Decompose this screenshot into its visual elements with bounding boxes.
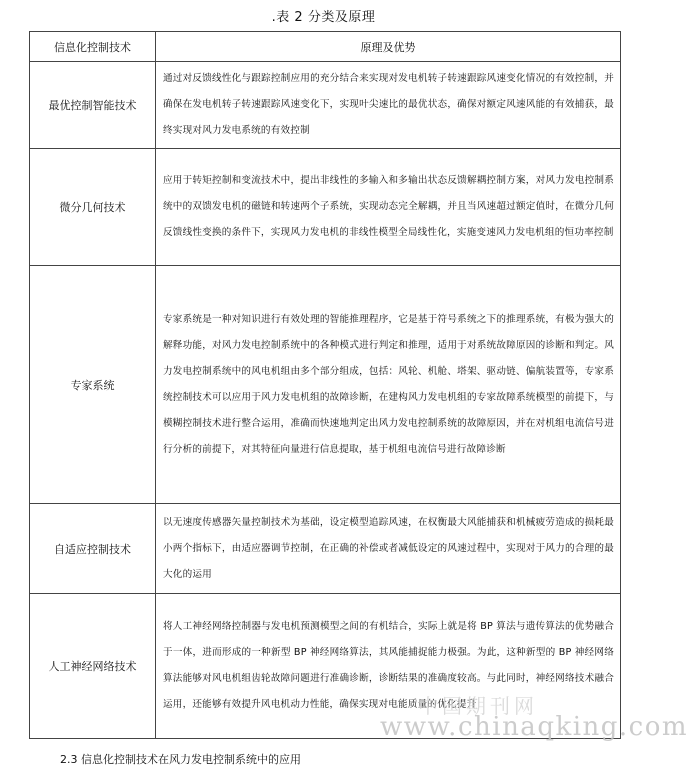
- tech-description: 通过对反馈线性化与跟踪控制应用的充分结合来实现对发电机转子转速跟踪风速变化情况的有效控制，并确保在发电机转子转速跟踪风速变化下，实现叶尖速比的最优状态，确保对额定风速风能的有效捕获，最终实现对风力发电系统的有效控制: [156, 62, 621, 149]
- tech-name: 人工神经网络技术: [30, 594, 156, 739]
- classification-table: [29, 31, 621, 739]
- table-row: [30, 266, 621, 504]
- tech-description: 将人工神经网络控制器与发电机预测模型之间的有机结合，实际上就是将 BP 算法与遗传算法的优势融合于一体，进而形成的一种新型 BP 神经网络算法，其风能捕捉能力极强。为此，这种新型的 BP 神经网络算法能够对风电机组齿轮故障问题进行准确诊断，诊断结果的准确度较高。与此同时，神经网络技术融合运用，还能够有效提升风电机动力性能，确保实现对电能质量的优化提升: [156, 594, 621, 739]
- tech-name: 微分几何技术: [30, 149, 156, 266]
- tech-description: 以无速度传感器矢量控制技术为基础，设定模型追踪风速，在权衡最大风能捕获和机械疲劳造成的损耗最小两个指标下，由适应器调节控制，在正确的补偿或者减低设定的风速过程中，实现对于风力的合理的最大化的运用: [156, 504, 621, 594]
- table-row: [30, 504, 621, 594]
- watermark-site-name: 中国期刊网: [418, 694, 538, 718]
- header-principle: 原理及优势: [156, 32, 621, 62]
- header-tech: 信息化控制技术: [30, 32, 156, 62]
- tech-description: 专家系统是一种对知识进行有效处理的智能推理程序，它是基于符号系统之下的推理系统，有极为强大的解释功能，对风力发电控制系统中的各种模式进行判定和推理，适用于对系统故障原因的诊断和判定。风力发电控制系统中的风电机组由多个部分组成，包括：风轮、机舱、塔架、驱动链、偏航装置等，专家系统控制技术可以应用于风力发电机组的故障诊断，在建构风力发电机组的专家故障系统模型的前提下，与模糊控制技术进行整合运用，准确而快速地判定出风力发电控制系统的故障原因，并在对机组电流信号进行分析的前提下，对其特征向量进行信息提取，基于机组电流信号进行故障诊断: [156, 266, 621, 504]
- watermark-url: www.chinaqking.com: [380, 712, 688, 742]
- tech-name: 最优控制智能技术: [30, 62, 156, 149]
- table-header-row: [30, 32, 621, 62]
- tech-description: 应用于转矩控制和变流技术中，提出非线性的多输入和多输出状态反馈解耦控制方案，对风力发电控制系统中的双馈发电机的磁链和转速两个子系统，实现动态完全解耦，并且当风速超过额定值时，在微分几何反馈线性变换的条件下，实现风力发电机的非线性模型全局线性化，实施变速风力发电机组的恒功率控制: [156, 149, 621, 266]
- table-row: [30, 149, 621, 266]
- next-section-heading: 2.3 信息化控制技术在风力发电控制系统中的应用: [60, 753, 301, 766]
- tech-name: 专家系统: [30, 266, 156, 504]
- table-row: [30, 62, 621, 149]
- tech-name: 自适应控制技术: [30, 504, 156, 594]
- table-row: [30, 594, 621, 739]
- table-caption: .表 2 分类及原理: [271, 10, 376, 25]
